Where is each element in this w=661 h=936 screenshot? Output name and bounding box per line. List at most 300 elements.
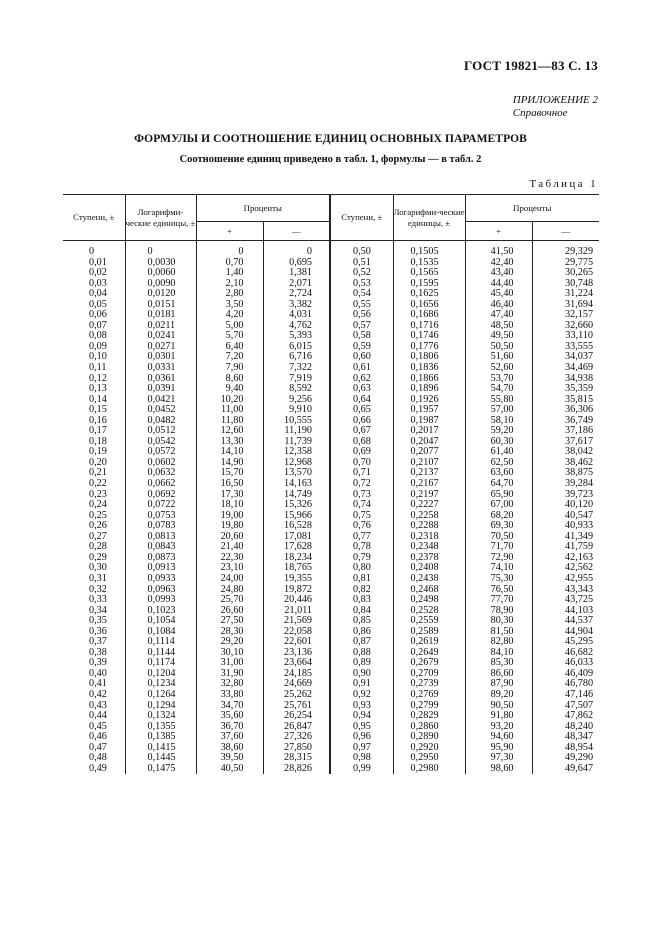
- cell-percent-minus: 19,872: [263, 585, 330, 596]
- cell-log-units: 0,0030: [125, 258, 196, 269]
- cell-log-units: 0,1264: [125, 690, 196, 701]
- table-row: [63, 395, 599, 406]
- cell-log-units: 0,1023: [125, 606, 196, 617]
- cell-percent-plus: 11,00: [196, 405, 263, 416]
- cell-log-units: 0,0421: [125, 395, 196, 406]
- cell-percent-minus: 18,765: [263, 563, 330, 574]
- cell-percent-minus: 44,537: [532, 616, 599, 627]
- cell-log-units: 0,2920: [393, 743, 465, 754]
- cell-steps: 0,35: [89, 615, 107, 627]
- table-row: [63, 342, 599, 353]
- cell-percent-plus: 14,10: [196, 447, 263, 458]
- cell-percent-plus: 64,70: [465, 479, 532, 490]
- cell-steps: 0,57: [330, 321, 393, 332]
- cell-steps: 0,61: [330, 363, 393, 374]
- cell-steps: 0,19: [89, 446, 107, 458]
- cell-percent-minus: 36,749: [532, 416, 599, 427]
- cell-steps: 0,63: [330, 384, 393, 395]
- cell-log-units: 0,1595: [393, 279, 465, 290]
- cell-steps: 0,74: [330, 500, 393, 511]
- appendix-title: ПРИЛОЖЕНИЕ 2: [512, 94, 598, 106]
- cell-steps: 0,24: [89, 499, 107, 511]
- cell-steps: 0,51: [330, 258, 393, 269]
- cell-steps: 0,97: [330, 743, 393, 754]
- cell-percent-plus: 0: [196, 241, 263, 258]
- cell-percent-plus: 80,30: [465, 616, 532, 627]
- cell-percent-plus: 93,20: [465, 722, 532, 733]
- cell-steps: 0,01: [89, 256, 107, 268]
- cell-log-units: 0: [125, 241, 196, 258]
- cell-percent-minus: 29,775: [532, 258, 599, 269]
- cell-percent-minus: 14,163: [263, 479, 330, 490]
- cell-log-units: 0,1716: [393, 321, 465, 332]
- header-log-units-right: Логарифми-ческие единицы, ±: [393, 195, 465, 241]
- cell-steps: 0,94: [330, 711, 393, 722]
- cell-steps: 0,82: [330, 585, 393, 596]
- table-row: [63, 268, 599, 279]
- cell-percent-minus: 13,570: [263, 468, 330, 479]
- table-row: [63, 542, 599, 553]
- cell-steps: 0,20: [89, 456, 107, 468]
- cell-log-units: 0,2739: [393, 679, 465, 690]
- cell-steps: 0,50: [330, 241, 393, 258]
- cell-percent-plus: 23,10: [196, 563, 263, 574]
- cell-steps: 0,26: [89, 520, 107, 532]
- cell-percent-plus: 47,40: [465, 310, 532, 321]
- table-row: [63, 658, 599, 669]
- cell-percent-plus: 21,40: [196, 542, 263, 553]
- cell-percent-plus: 31,90: [196, 669, 263, 680]
- cell-steps: 0,32: [89, 583, 107, 595]
- cell-log-units: 0,1957: [393, 405, 465, 416]
- cell-steps: 0,77: [330, 532, 393, 543]
- cell-percent-minus: 46,033: [532, 658, 599, 669]
- conversion-table: [63, 194, 599, 774]
- cell-percent-minus: 49,290: [532, 753, 599, 764]
- header-percent-right: Проценты: [465, 195, 599, 222]
- cell-percent-plus: 4,20: [196, 310, 263, 321]
- cell-log-units: 0,1415: [125, 743, 196, 754]
- cell-percent-minus: 4,031: [263, 310, 330, 321]
- cell-steps: 0,96: [330, 732, 393, 743]
- cell-log-units: 0,1174: [125, 658, 196, 669]
- cell-percent-plus: 30,10: [196, 648, 263, 659]
- cell-log-units: 0,2528: [393, 606, 465, 617]
- cell-percent-minus: 23,136: [263, 648, 330, 659]
- cell-steps: 0,08: [89, 330, 107, 342]
- cell-percent-minus: 14,749: [263, 490, 330, 501]
- cell-steps: 0,83: [330, 595, 393, 606]
- cell-percent-plus: 7,20: [196, 352, 263, 363]
- cell-log-units: 0,2679: [393, 658, 465, 669]
- cell-percent-plus: 19,80: [196, 521, 263, 532]
- cell-steps: 0,29: [89, 551, 107, 563]
- cell-steps: 0,33: [89, 594, 107, 606]
- cell-percent-plus: 16,50: [196, 479, 263, 490]
- cell-percent-plus: 11,80: [196, 416, 263, 427]
- cell-percent-minus: 42,562: [532, 563, 599, 574]
- cell-percent-minus: 31,694: [532, 300, 599, 311]
- cell-steps: 0,79: [330, 553, 393, 564]
- cell-log-units: 0,2890: [393, 732, 465, 743]
- cell-steps: 0,14: [89, 393, 107, 405]
- cell-log-units: 0,2860: [393, 722, 465, 733]
- cell-log-units: 0,1776: [393, 342, 465, 353]
- cell-percent-minus: 49,647: [532, 764, 599, 775]
- cell-log-units: 0,0602: [125, 458, 196, 469]
- cell-steps: 0,58: [330, 331, 393, 342]
- cell-percent-minus: 21,011: [263, 606, 330, 617]
- cell-percent-plus: 86,60: [465, 669, 532, 680]
- cell-log-units: 0,0271: [125, 342, 196, 353]
- cell-steps: 0,68: [330, 437, 393, 448]
- cell-percent-plus: 78,90: [465, 606, 532, 617]
- cell-steps: 0,17: [89, 425, 107, 437]
- cell-steps: 0,30: [89, 562, 107, 574]
- cell-percent-minus: 34,037: [532, 352, 599, 363]
- cell-percent-plus: 7,90: [196, 363, 263, 374]
- cell-steps: 0,80: [330, 563, 393, 574]
- cell-steps: 0,05: [89, 298, 107, 310]
- cell-percent-plus: 2,80: [196, 289, 263, 300]
- cell-log-units: 0,0452: [125, 405, 196, 416]
- cell-log-units: 0,2438: [393, 574, 465, 585]
- cell-log-units: 0,1836: [393, 363, 465, 374]
- table-row: [63, 300, 599, 311]
- cell-log-units: 0,2619: [393, 637, 465, 648]
- appendix-block: [513, 94, 598, 120]
- cell-percent-minus: 34,938: [532, 374, 599, 385]
- cell-percent-plus: 84,10: [465, 648, 532, 659]
- cell-percent-plus: 28,30: [196, 627, 263, 638]
- cell-percent-minus: 37,186: [532, 426, 599, 437]
- cell-percent-minus: 46,682: [532, 648, 599, 659]
- cell-steps: 0,52: [330, 268, 393, 279]
- table-row: [63, 616, 599, 627]
- table-row: [63, 500, 599, 511]
- cell-percent-plus: 5,70: [196, 331, 263, 342]
- table-row: [63, 458, 599, 469]
- cell-steps: 0,41: [89, 678, 107, 690]
- cell-percent-plus: 41,50: [465, 241, 532, 258]
- table-row: [63, 753, 599, 764]
- cell-percent-minus: 28,315: [263, 753, 330, 764]
- cell-steps: 0,45: [89, 720, 107, 732]
- cell-percent-plus: 95,90: [465, 743, 532, 754]
- table-row: [63, 416, 599, 427]
- header-steps-left: Ступени, ±: [63, 195, 125, 241]
- cell-percent-minus: 4,762: [263, 321, 330, 332]
- cell-percent-minus: 18,234: [263, 553, 330, 564]
- cell-steps: 0,62: [330, 374, 393, 385]
- table-row: [63, 279, 599, 290]
- cell-log-units: 0,0662: [125, 479, 196, 490]
- cell-steps: 0,38: [89, 646, 107, 658]
- cell-steps: 0,53: [330, 279, 393, 290]
- cell-log-units: 0,2980: [393, 764, 465, 775]
- cell-log-units: 0,2829: [393, 711, 465, 722]
- table-row: [63, 701, 599, 712]
- cell-percent-minus: 32,660: [532, 321, 599, 332]
- cell-steps: 0,46: [89, 731, 107, 743]
- cell-percent-minus: 48,954: [532, 743, 599, 754]
- cell-steps: 0,85: [330, 616, 393, 627]
- cell-percent-plus: 13,30: [196, 437, 263, 448]
- cell-percent-plus: 89,20: [465, 690, 532, 701]
- cell-steps: 0,89: [330, 658, 393, 669]
- cell-steps: 0,12: [89, 372, 107, 384]
- cell-steps: 0,44: [89, 710, 107, 722]
- cell-percent-plus: 53,70: [465, 374, 532, 385]
- cell-percent-plus: 36,70: [196, 722, 263, 733]
- cell-percent-minus: 6,015: [263, 342, 330, 353]
- cell-steps: 0,84: [330, 606, 393, 617]
- cell-percent-plus: 82,80: [465, 637, 532, 648]
- cell-percent-minus: 19,355: [263, 574, 330, 585]
- cell-steps: 0,48: [89, 752, 107, 764]
- table-row: [63, 437, 599, 448]
- conversion-table-wrapper: [63, 194, 599, 774]
- cell-percent-plus: 17,30: [196, 490, 263, 501]
- cell-log-units: 0,2799: [393, 701, 465, 712]
- cell-percent-plus: 76,50: [465, 585, 532, 596]
- cell-log-units: 0,2950: [393, 753, 465, 764]
- cell-percent-minus: 38,462: [532, 458, 599, 469]
- cell-log-units: 0,0391: [125, 384, 196, 395]
- cell-percent-plus: 90,50: [465, 701, 532, 712]
- cell-log-units: 0,0120: [125, 289, 196, 300]
- cell-percent-plus: 54,70: [465, 384, 532, 395]
- cell-percent-plus: 20,60: [196, 532, 263, 543]
- cell-percent-minus: 39,723: [532, 490, 599, 501]
- cell-log-units: 0,1987: [393, 416, 465, 427]
- cell-steps: 0,69: [330, 447, 393, 458]
- cell-log-units: 0,2378: [393, 553, 465, 564]
- cell-percent-minus: 15,966: [263, 511, 330, 522]
- cell-log-units: 0,0542: [125, 437, 196, 448]
- document-subtitle: Соотношение единиц приведено в табл. 1, формулы — в табл. 2: [179, 154, 482, 165]
- cell-percent-plus: 60,30: [465, 437, 532, 448]
- header-plus-left: +: [196, 222, 263, 241]
- cell-steps: 0,98: [330, 753, 393, 764]
- cell-log-units: 0,1686: [393, 310, 465, 321]
- table-row: [63, 405, 599, 416]
- cell-percent-minus: 48,240: [532, 722, 599, 733]
- cell-steps: 0,15: [89, 404, 107, 416]
- cell-percent-plus: 94,60: [465, 732, 532, 743]
- cell-log-units: 0,0783: [125, 521, 196, 532]
- table-row: [63, 679, 599, 690]
- cell-steps: 0,02: [89, 267, 107, 279]
- table-row: [63, 468, 599, 479]
- cell-percent-minus: 47,862: [532, 711, 599, 722]
- cell-steps: 0,18: [89, 435, 107, 447]
- cell-percent-minus: 44,103: [532, 606, 599, 617]
- cell-percent-plus: 48,50: [465, 321, 532, 332]
- cell-percent-minus: 11,190: [263, 426, 330, 437]
- cell-steps: 0,87: [330, 637, 393, 648]
- cell-percent-plus: 43,40: [465, 268, 532, 279]
- table-body: [63, 241, 599, 775]
- cell-percent-plus: 9,40: [196, 384, 263, 395]
- cell-steps: 0,27: [89, 530, 107, 542]
- cell-percent-plus: 22,30: [196, 553, 263, 564]
- cell-percent-minus: 0: [263, 241, 330, 258]
- cell-percent-plus: 81,50: [465, 627, 532, 638]
- cell-log-units: 0,1565: [393, 268, 465, 279]
- cell-percent-plus: 32,80: [196, 679, 263, 690]
- cell-percent-plus: 3,50: [196, 300, 263, 311]
- cell-steps: 0,36: [89, 625, 107, 637]
- cell-percent-minus: 46,409: [532, 669, 599, 680]
- cell-percent-minus: 15,326: [263, 500, 330, 511]
- cell-percent-plus: 1,40: [196, 268, 263, 279]
- table-row: [63, 764, 599, 775]
- cell-percent-minus: 25,262: [263, 690, 330, 701]
- cell-steps: 0,86: [330, 627, 393, 638]
- cell-percent-plus: 14,90: [196, 458, 263, 469]
- cell-log-units: 0,2047: [393, 437, 465, 448]
- cell-log-units: 0,0722: [125, 500, 196, 511]
- cell-percent-minus: 24,669: [263, 679, 330, 690]
- cell-log-units: 0,0913: [125, 563, 196, 574]
- cell-log-units: 0,0090: [125, 279, 196, 290]
- cell-steps: 0,40: [89, 667, 107, 679]
- cell-percent-minus: 3,382: [263, 300, 330, 311]
- cell-log-units: 0,2408: [393, 563, 465, 574]
- cell-log-units: 0,0060: [125, 268, 196, 279]
- cell-steps: 0,25: [89, 509, 107, 521]
- cell-percent-minus: 28,826: [263, 764, 330, 775]
- cell-log-units: 0,1084: [125, 627, 196, 638]
- cell-percent-minus: 2,724: [263, 289, 330, 300]
- cell-log-units: 0,1926: [393, 395, 465, 406]
- cell-percent-minus: 23,664: [263, 658, 330, 669]
- cell-log-units: 0,2468: [393, 585, 465, 596]
- cell-steps: 0,07: [89, 319, 107, 331]
- cell-log-units: 0,1144: [125, 648, 196, 659]
- cell-percent-minus: 17,081: [263, 532, 330, 543]
- cell-steps: 0,47: [89, 741, 107, 753]
- cell-percent-minus: 47,507: [532, 701, 599, 712]
- cell-percent-minus: 42,955: [532, 574, 599, 585]
- cell-percent-minus: 40,547: [532, 511, 599, 522]
- cell-steps: 0,99: [330, 764, 393, 775]
- cell-percent-plus: 69,30: [465, 521, 532, 532]
- appendix-subtitle: Справочное: [512, 107, 568, 119]
- cell-log-units: 0,2288: [393, 521, 465, 532]
- cell-percent-minus: 0,695: [263, 258, 330, 269]
- cell-steps: 0,95: [330, 722, 393, 733]
- cell-percent-minus: 30,265: [532, 268, 599, 279]
- table-row: [63, 258, 599, 269]
- table-row: [63, 352, 599, 363]
- table-row: [63, 479, 599, 490]
- cell-percent-minus: 17,628: [263, 542, 330, 553]
- cell-percent-plus: 74,10: [465, 563, 532, 574]
- cell-steps: 0,75: [330, 511, 393, 522]
- document-title: ФОРМУЛЫ И СООТНОШЕНИЕ ЕДИНИЦ ОСНОВНЫХ ПАРАМЕТРОВ: [134, 133, 527, 145]
- cell-percent-plus: 59,20: [465, 426, 532, 437]
- cell-percent-minus: 46,780: [532, 679, 599, 690]
- cell-log-units: 0,1324: [125, 711, 196, 722]
- cell-steps: 0,78: [330, 542, 393, 553]
- cell-steps: 0,28: [89, 541, 107, 553]
- table-row: [63, 426, 599, 437]
- table-row: [63, 711, 599, 722]
- cell-percent-minus: 26,254: [263, 711, 330, 722]
- cell-log-units: 0,1866: [393, 374, 465, 385]
- cell-percent-plus: 75,30: [465, 574, 532, 585]
- cell-percent-plus: 25,70: [196, 595, 263, 606]
- cell-log-units: 0,0512: [125, 426, 196, 437]
- cell-percent-plus: 52,60: [465, 363, 532, 374]
- cell-percent-plus: 67,00: [465, 500, 532, 511]
- cell-log-units: 0,0632: [125, 468, 196, 479]
- cell-steps: 0,55: [330, 300, 393, 311]
- cell-percent-plus: 24,80: [196, 585, 263, 596]
- cell-percent-minus: 40,120: [532, 500, 599, 511]
- cell-log-units: 0,0482: [125, 416, 196, 427]
- cell-log-units: 0,0963: [125, 585, 196, 596]
- table-row: [63, 669, 599, 680]
- table-row: [63, 331, 599, 342]
- table-row: [63, 585, 599, 596]
- cell-steps: 0,71: [330, 468, 393, 479]
- cell-percent-plus: 10,20: [196, 395, 263, 406]
- table-row: [63, 732, 599, 743]
- cell-percent-plus: 2,10: [196, 279, 263, 290]
- cell-log-units: 0,2017: [393, 426, 465, 437]
- table-row: [63, 690, 599, 701]
- cell-log-units: 0,0361: [125, 374, 196, 385]
- cell-log-units: 0,0692: [125, 490, 196, 501]
- cell-percent-minus: 22,601: [263, 637, 330, 648]
- cell-percent-minus: 11,739: [263, 437, 330, 448]
- cell-percent-plus: 19,00: [196, 511, 263, 522]
- cell-percent-plus: 5,00: [196, 321, 263, 332]
- cell-log-units: 0,2318: [393, 532, 465, 543]
- table-row: [63, 289, 599, 300]
- header-minus-left: —: [263, 222, 330, 241]
- cell-percent-minus: 35,815: [532, 395, 599, 406]
- cell-log-units: 0,0241: [125, 331, 196, 342]
- cell-log-units: 0,1355: [125, 722, 196, 733]
- cell-steps: 0,70: [330, 458, 393, 469]
- cell-steps: 0,73: [330, 490, 393, 501]
- cell-steps: 0,91: [330, 679, 393, 690]
- cell-percent-minus: 36,306: [532, 405, 599, 416]
- cell-log-units: 0,1114: [125, 637, 196, 648]
- cell-percent-minus: 27,850: [263, 743, 330, 754]
- cell-percent-minus: 31,224: [532, 289, 599, 300]
- cell-percent-minus: 22,058: [263, 627, 330, 638]
- table-row: [63, 553, 599, 564]
- cell-steps: 0,23: [89, 488, 107, 500]
- cell-percent-plus: 27,50: [196, 616, 263, 627]
- cell-percent-plus: 8,60: [196, 374, 263, 385]
- table-row: [63, 595, 599, 606]
- table-row: [63, 511, 599, 522]
- cell-steps: 0,21: [89, 467, 107, 479]
- cell-log-units: 0,0753: [125, 511, 196, 522]
- cell-percent-plus: 57,00: [465, 405, 532, 416]
- table-row: [63, 563, 599, 574]
- cell-steps: 0,31: [89, 572, 107, 584]
- cell-percent-plus: 58,10: [465, 416, 532, 427]
- cell-steps: 0,16: [89, 414, 107, 426]
- cell-percent-plus: 35,60: [196, 711, 263, 722]
